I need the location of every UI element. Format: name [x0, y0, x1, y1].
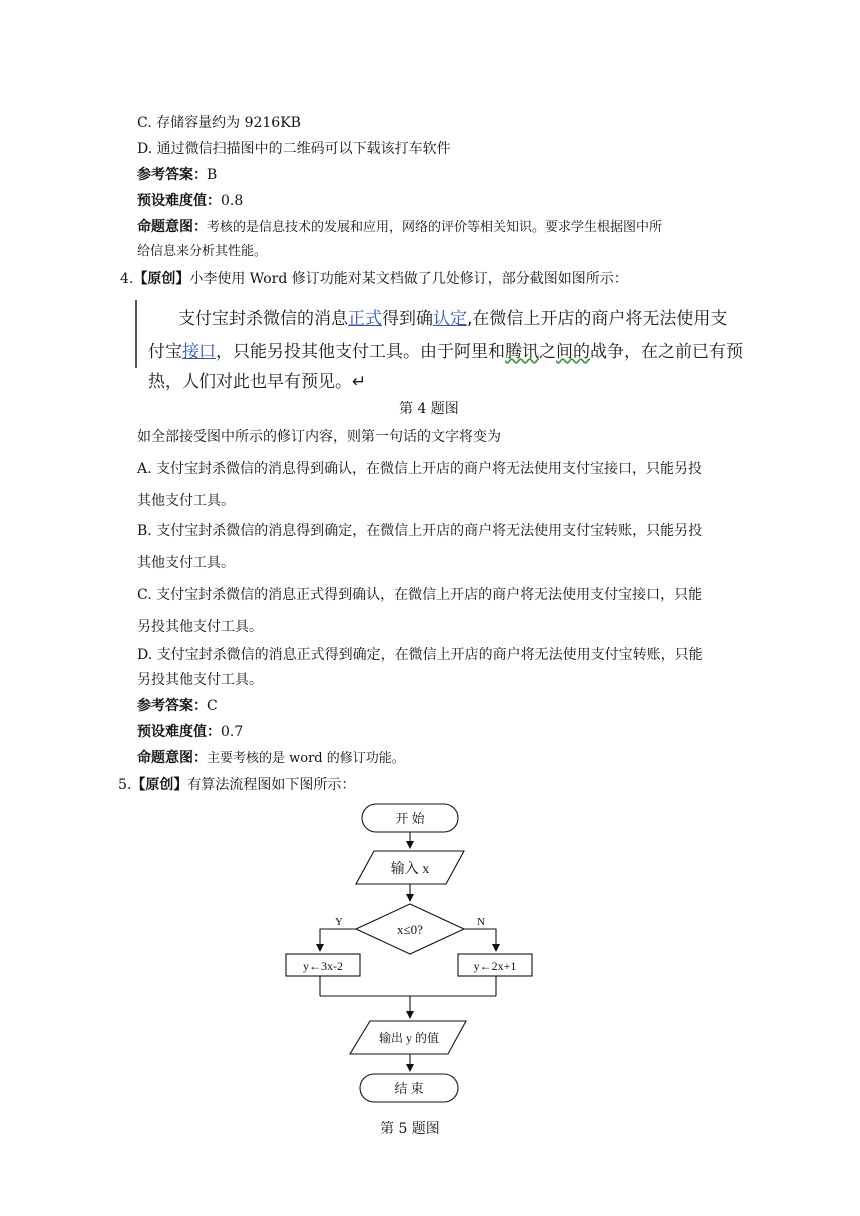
- difficulty-value: 0.7: [221, 724, 244, 740]
- text-run: 付宝: [148, 342, 182, 362]
- yes-branch-arrow: [320, 929, 356, 951]
- intent-text: 主要考核的是 word 的修订功能。: [207, 751, 405, 766]
- question-number: 4.: [120, 271, 134, 287]
- q4-stem: [120, 270, 628, 288]
- input-label: 输入 x: [390, 862, 430, 877]
- answer-value: B: [207, 167, 218, 183]
- q4-option-c-cont: 另投其他支付工具。: [137, 619, 263, 635]
- answer-value: C: [207, 698, 218, 714]
- difficulty-label: 预设难度值：: [137, 193, 221, 209]
- figure-5-caption: 第 5 题图: [380, 1121, 440, 1137]
- question-number: 5.: [118, 777, 132, 793]
- q3-intent: [137, 218, 662, 237]
- screenshot-line-1: [178, 308, 727, 330]
- start-label: 开 始: [395, 811, 425, 826]
- text-run: 支付宝封杀微信的消息: [178, 309, 348, 329]
- original-tag: 【原创】: [131, 777, 188, 793]
- intent-label: 命题意图：: [137, 219, 207, 235]
- condition-label: x≤0?: [397, 922, 423, 937]
- grammar-flag-text: 间的: [556, 342, 590, 362]
- algorithm-flowchart: [270, 798, 560, 1110]
- answer-label: 参考答案：: [137, 698, 207, 714]
- end-label: 结 束: [394, 1081, 424, 1096]
- difficulty-label: 预设难度值：: [137, 724, 221, 740]
- q4-difficulty: [137, 723, 243, 741]
- text-run: ,在微信上开店的商户将无法使用支: [467, 309, 728, 329]
- grammar-flag-text: 腾讯: [505, 342, 539, 362]
- screenshot-line-2: [148, 341, 743, 363]
- right-process-label: y←2x+1: [473, 959, 517, 973]
- q4-option-c: C. 支付宝封杀微信的消息正式得到确认，在微信上开店的商户将无法使用支付宝接口，只能: [137, 587, 703, 603]
- no-label: N: [477, 916, 485, 928]
- figure-4-caption: 第 4 题图: [399, 401, 459, 417]
- q4-option-b: B. 支付宝封杀微信的消息得到确定，在微信上开店的商户将无法使用支付宝转账，只能另投: [137, 523, 703, 539]
- screenshot-line-3: 热，人们对此也早有预见。↵: [148, 372, 367, 392]
- output-label: 输出 y 的值: [378, 1031, 440, 1045]
- q4-option-b-cont: 其他支付工具。: [137, 555, 235, 571]
- q4-option-a: A. 支付宝封杀微信的消息得到确认，在微信上开店的商户将无法使用支付宝接口，只能另投: [137, 461, 703, 477]
- text-run: ，只能另投其他支付工具。由于阿里和: [216, 342, 505, 362]
- q4-option-d-cont: 另投其他支付工具。: [137, 672, 263, 688]
- revision-change-bar: [135, 300, 137, 368]
- question-stem: 小李使用 Word 修订功能对某文档做了几处修订，部分截图如图所示：: [189, 271, 628, 287]
- q4-intent: [137, 749, 405, 768]
- inserted-text: 正式: [348, 309, 382, 329]
- q3-option-c: C. 存储容量约为 9216KB: [137, 115, 301, 131]
- q4-answer: [137, 697, 218, 715]
- yes-label: Y: [335, 916, 343, 928]
- difficulty-value: 0.8: [221, 193, 244, 209]
- q3-option-d: D. 通过微信扫描图中的二维码可以下载该打车软件: [137, 141, 451, 157]
- answer-label: 参考答案：: [137, 167, 207, 183]
- text-run: 战争，在之前已有预: [590, 342, 743, 362]
- text-run: 得到确: [382, 309, 433, 329]
- q4-option-a-cont: 其他支付工具。: [137, 493, 235, 509]
- q3-answer: [137, 166, 217, 184]
- no-branch-arrow: [464, 929, 496, 951]
- inserted-text: 接口: [182, 342, 216, 362]
- left-process-label: y←3x-2: [303, 959, 343, 973]
- intent-label: 命题意图：: [137, 750, 207, 766]
- q3-intent-cont: 给信息来分析其性能。: [137, 244, 268, 259]
- q4-option-d: D. 支付宝封杀微信的消息正式得到确定，在微信上开店的商户将无法使用支付宝转账，只能: [137, 647, 703, 663]
- word-revision-screenshot: [128, 298, 750, 393]
- q4-question: 如全部接受图中所示的修订内容，则第一句话的文字将变为: [137, 429, 501, 445]
- q3-difficulty: [137, 192, 243, 210]
- text-run: 之: [539, 342, 556, 362]
- q5-stem: [118, 776, 355, 794]
- intent-text: 考核的是信息技术的发展和应用，网络的评价等相关知识。要求学生根据图中所: [207, 220, 663, 235]
- inserted-text: 认定: [433, 309, 467, 329]
- original-tag: 【原创】: [133, 271, 190, 287]
- question-stem: 有算法流程图如下图所示：: [187, 777, 356, 793]
